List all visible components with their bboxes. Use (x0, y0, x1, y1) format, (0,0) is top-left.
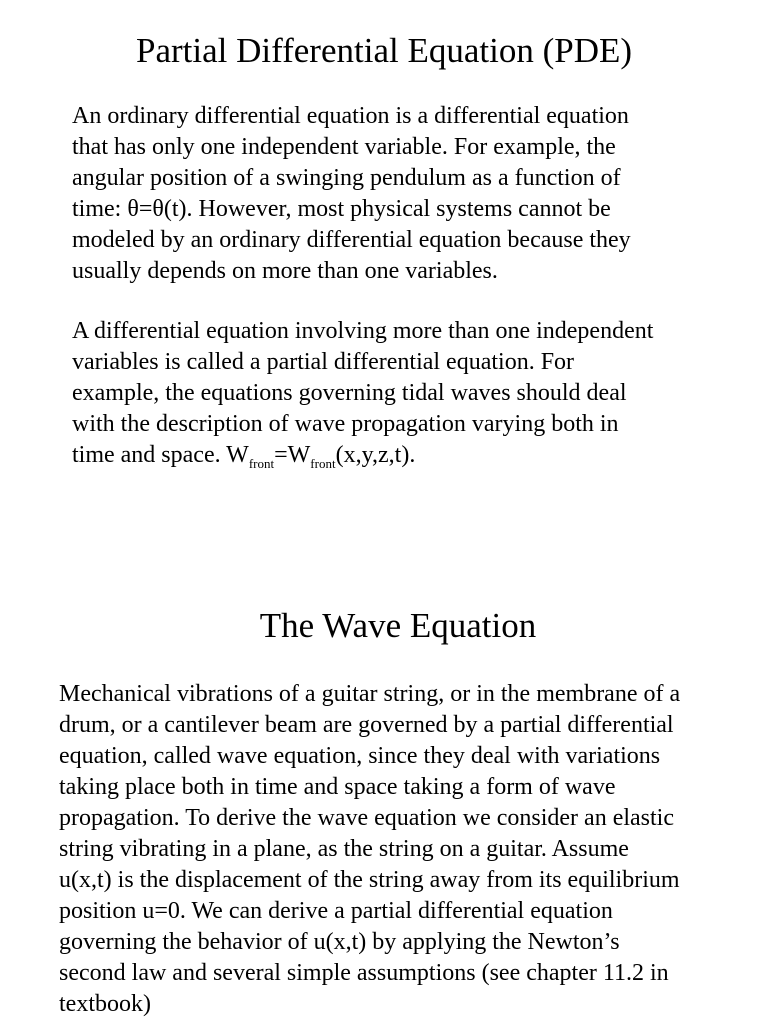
formula-prefix: time and space. W (72, 442, 249, 468)
text-line: drum, or a cantilever beam are governed by a partial differential (59, 712, 674, 738)
text-line: position u=0. We can derive a partial differential equation (59, 898, 613, 924)
text-line: Mechanical vibrations of a guitar string, or in the membrane of a (59, 681, 681, 707)
text-line: angular position of a swinging pendulum as a function of (72, 165, 621, 191)
text-line: second law and several simple assumptions (see chapter 11.2 in (59, 960, 669, 986)
text-line: governing the behavior of u(x,t) by applying the Newton’s (59, 929, 620, 955)
pde-intro-paragraph (72, 101, 631, 287)
text-line: propagation. To derive the wave equation we consider an elastic (59, 805, 674, 831)
text-line: time: θ=θ(t). However, most physical systems cannot be (72, 196, 611, 222)
text-line: example, the equations governing tidal waves should deal (72, 380, 627, 406)
text-line: string vibrating in a plane, as the string on a guitar. Assume (59, 836, 629, 862)
text-line: u(x,t) is the displacement of the string away from its equilibrium (59, 867, 680, 893)
wave-equation-paragraph (59, 679, 680, 1020)
text-line: A differential equation involving more than one independent (72, 318, 654, 344)
formula-equals: =W (274, 442, 311, 468)
text-line: modeled by an ordinary differential equation because they (72, 227, 631, 253)
text-line: variables is called a partial differential equation. For (72, 349, 575, 375)
text-line: textbook) (59, 991, 151, 1017)
section-title: The Wave Equation (259, 606, 537, 645)
subscript-front: front (310, 456, 336, 471)
subscript-front: front (248, 456, 275, 471)
text-line: usually depends on more than one variables. (72, 258, 498, 284)
page-title: Partial Differential Equation (PDE) (135, 31, 632, 70)
text-line: with the description of wave propagation varying both in (72, 411, 619, 437)
text-line: that has only one independent variable. For example, the (72, 134, 616, 160)
formula-suffix: (x,y,z,t). (335, 442, 416, 468)
text-line: equation, called wave equation, since they deal with variations (59, 743, 661, 769)
pde-definition-paragraph (72, 316, 653, 471)
text-line: An ordinary differential equation is a differential equation (72, 103, 629, 129)
text-line: taking place both in time and space taking a form of wave (59, 774, 616, 800)
text-line-with-formula (72, 440, 653, 471)
